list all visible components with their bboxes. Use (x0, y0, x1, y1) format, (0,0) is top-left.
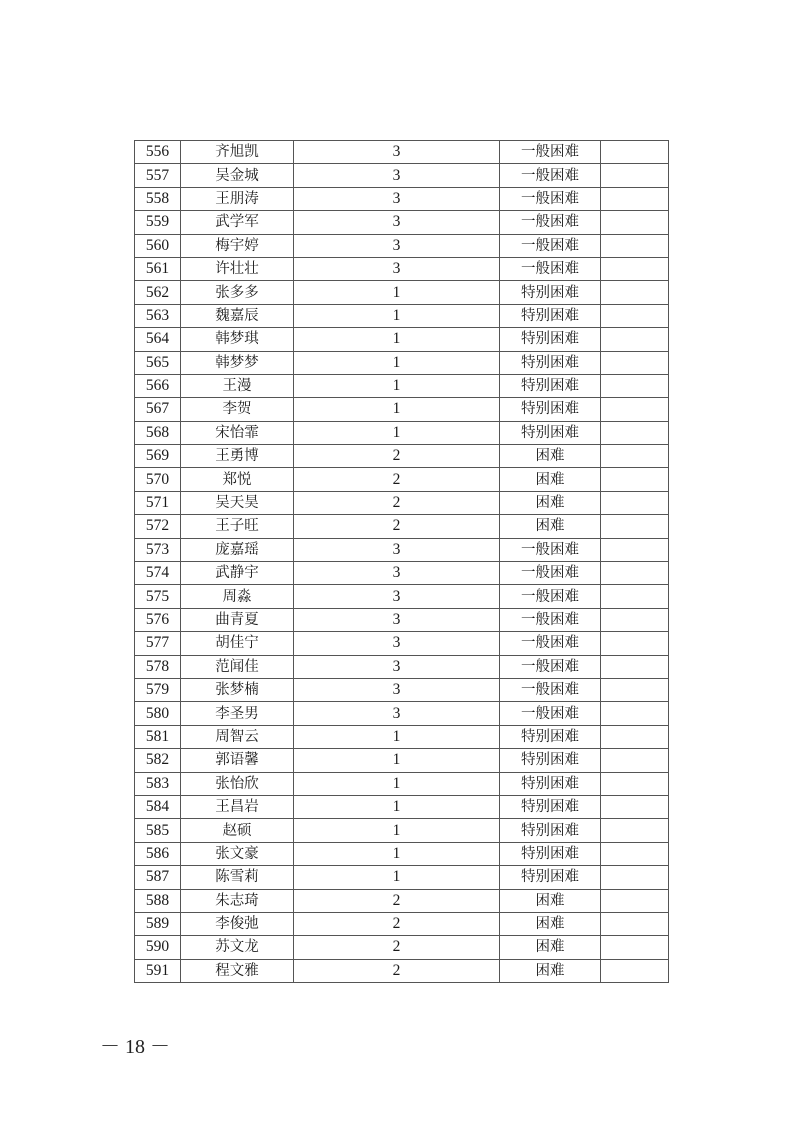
student-name-cell: 周智云 (181, 725, 294, 748)
difficulty-level-cell: 3 (294, 608, 500, 631)
remarks-cell (601, 328, 669, 351)
difficulty-level-cell: 2 (294, 959, 500, 982)
row-number-cell: 578 (135, 655, 181, 678)
row-number-cell: 589 (135, 912, 181, 935)
table-row (135, 141, 669, 164)
remarks-cell (601, 374, 669, 397)
student-name-cell: 苏文龙 (181, 936, 294, 959)
difficulty-category-cell: 一般困难 (500, 257, 601, 280)
difficulty-level-cell: 3 (294, 164, 500, 187)
row-number-cell: 559 (135, 211, 181, 234)
remarks-cell (601, 468, 669, 491)
remarks-cell (601, 795, 669, 818)
row-number-cell: 571 (135, 491, 181, 514)
student-name-cell: 许壮壮 (181, 257, 294, 280)
difficulty-level-cell: 2 (294, 515, 500, 538)
remarks-cell (601, 281, 669, 304)
student-name-cell: 庞嘉瑶 (181, 538, 294, 561)
table-row (135, 421, 669, 444)
difficulty-level-cell: 1 (294, 374, 500, 397)
difficulty-category-cell: 一般困难 (500, 585, 601, 608)
student-name-cell: 胡佳宁 (181, 632, 294, 655)
remarks-cell (601, 678, 669, 701)
difficulty-level-cell: 3 (294, 234, 500, 257)
difficulty-level-cell: 1 (294, 421, 500, 444)
student-name-cell: 王勇博 (181, 445, 294, 468)
remarks-cell (601, 515, 669, 538)
remarks-cell (601, 608, 669, 631)
table-row (135, 936, 669, 959)
table-row (135, 328, 669, 351)
student-name-cell: 吴金城 (181, 164, 294, 187)
student-name-cell: 李俊弛 (181, 912, 294, 935)
student-roster-table (134, 140, 669, 983)
student-name-cell: 魏嘉辰 (181, 304, 294, 327)
row-number-cell: 567 (135, 398, 181, 421)
table-row (135, 211, 669, 234)
table-row (135, 398, 669, 421)
remarks-cell (601, 234, 669, 257)
student-name-cell: 曲青夏 (181, 608, 294, 631)
table-row (135, 585, 669, 608)
remarks-cell (601, 749, 669, 772)
row-number-cell: 583 (135, 772, 181, 795)
student-name-cell: 范闻佳 (181, 655, 294, 678)
row-number-cell: 565 (135, 351, 181, 374)
row-number-cell: 579 (135, 678, 181, 701)
difficulty-category-cell: 一般困难 (500, 141, 601, 164)
page-number: － 18 － (100, 1036, 170, 1058)
difficulty-category-cell: 一般困难 (500, 655, 601, 678)
difficulty-category-cell: 特别困难 (500, 374, 601, 397)
difficulty-category-cell: 特别困难 (500, 772, 601, 795)
difficulty-level-cell: 3 (294, 538, 500, 561)
remarks-cell (601, 211, 669, 234)
remarks-cell (601, 257, 669, 280)
difficulty-level-cell: 1 (294, 725, 500, 748)
difficulty-level-cell: 3 (294, 655, 500, 678)
table-row (135, 257, 669, 280)
difficulty-category-cell: 困难 (500, 491, 601, 514)
remarks-cell (601, 912, 669, 935)
row-number-cell: 580 (135, 702, 181, 725)
difficulty-level-cell: 3 (294, 187, 500, 210)
student-name-cell: 周淼 (181, 585, 294, 608)
table-row (135, 912, 669, 935)
student-name-cell: 郭语馨 (181, 749, 294, 772)
difficulty-category-cell: 一般困难 (500, 608, 601, 631)
row-number-cell: 560 (135, 234, 181, 257)
difficulty-level-cell: 2 (294, 491, 500, 514)
row-number-cell: 585 (135, 819, 181, 842)
row-number-cell: 572 (135, 515, 181, 538)
row-number-cell: 577 (135, 632, 181, 655)
student-name-cell: 王漫 (181, 374, 294, 397)
remarks-cell (601, 164, 669, 187)
difficulty-category-cell: 困难 (500, 445, 601, 468)
roster-body (135, 141, 669, 983)
row-number-cell: 562 (135, 281, 181, 304)
difficulty-level-cell: 1 (294, 304, 500, 327)
remarks-cell (601, 725, 669, 748)
difficulty-category-cell: 特别困难 (500, 421, 601, 444)
table-row (135, 491, 669, 514)
remarks-cell (601, 842, 669, 865)
remarks-cell (601, 351, 669, 374)
table-row (135, 655, 669, 678)
table-row (135, 187, 669, 210)
difficulty-level-cell: 2 (294, 445, 500, 468)
table-row (135, 749, 669, 772)
remarks-cell (601, 866, 669, 889)
table-row (135, 374, 669, 397)
remarks-cell (601, 585, 669, 608)
row-number-cell: 590 (135, 936, 181, 959)
table-row (135, 772, 669, 795)
row-number-cell: 563 (135, 304, 181, 327)
difficulty-level-cell: 1 (294, 772, 500, 795)
difficulty-category-cell: 困难 (500, 936, 601, 959)
difficulty-category-cell: 特别困难 (500, 842, 601, 865)
student-name-cell: 吴天昊 (181, 491, 294, 514)
difficulty-category-cell: 一般困难 (500, 562, 601, 585)
row-number-cell: 561 (135, 257, 181, 280)
student-name-cell: 张怡欣 (181, 772, 294, 795)
difficulty-level-cell: 3 (294, 141, 500, 164)
difficulty-category-cell: 特别困难 (500, 351, 601, 374)
remarks-cell (601, 538, 669, 561)
table-row (135, 468, 669, 491)
remarks-cell (601, 187, 669, 210)
row-number-cell: 574 (135, 562, 181, 585)
difficulty-level-cell: 1 (294, 819, 500, 842)
table-row (135, 866, 669, 889)
difficulty-category-cell: 一般困难 (500, 187, 601, 210)
remarks-cell (601, 304, 669, 327)
difficulty-level-cell: 1 (294, 351, 500, 374)
student-name-cell: 韩梦琪 (181, 328, 294, 351)
difficulty-category-cell: 困难 (500, 889, 601, 912)
difficulty-level-cell: 3 (294, 585, 500, 608)
table-row (135, 632, 669, 655)
difficulty-level-cell: 3 (294, 257, 500, 280)
remarks-cell (601, 562, 669, 585)
difficulty-level-cell: 2 (294, 936, 500, 959)
student-name-cell: 王朋涛 (181, 187, 294, 210)
student-name-cell: 程文雅 (181, 959, 294, 982)
row-number-cell: 573 (135, 538, 181, 561)
difficulty-category-cell: 特别困难 (500, 819, 601, 842)
table-row (135, 304, 669, 327)
remarks-cell (601, 936, 669, 959)
table-row (135, 819, 669, 842)
difficulty-level-cell: 1 (294, 749, 500, 772)
table-row (135, 538, 669, 561)
difficulty-category-cell: 特别困难 (500, 304, 601, 327)
student-name-cell: 齐旭凯 (181, 141, 294, 164)
row-number-cell: 566 (135, 374, 181, 397)
table-row (135, 725, 669, 748)
student-name-cell: 陈雪莉 (181, 866, 294, 889)
difficulty-level-cell: 1 (294, 328, 500, 351)
difficulty-category-cell: 困难 (500, 515, 601, 538)
difficulty-category-cell: 困难 (500, 912, 601, 935)
student-name-cell: 武静宇 (181, 562, 294, 585)
difficulty-level-cell: 1 (294, 281, 500, 304)
row-number-cell: 568 (135, 421, 181, 444)
difficulty-category-cell: 特别困难 (500, 749, 601, 772)
row-number-cell: 586 (135, 842, 181, 865)
table-row (135, 351, 669, 374)
difficulty-category-cell: 特别困难 (500, 866, 601, 889)
table-row (135, 562, 669, 585)
row-number-cell: 587 (135, 866, 181, 889)
row-number-cell: 570 (135, 468, 181, 491)
remarks-cell (601, 655, 669, 678)
table-row (135, 515, 669, 538)
difficulty-category-cell: 特别困难 (500, 328, 601, 351)
difficulty-category-cell: 一般困难 (500, 234, 601, 257)
row-number-cell: 557 (135, 164, 181, 187)
difficulty-category-cell: 特别困难 (500, 795, 601, 818)
student-name-cell: 武学军 (181, 211, 294, 234)
difficulty-category-cell: 困难 (500, 468, 601, 491)
student-name-cell: 李贺 (181, 398, 294, 421)
table-row (135, 959, 669, 982)
remarks-cell (601, 141, 669, 164)
difficulty-category-cell: 一般困难 (500, 211, 601, 234)
remarks-cell (601, 959, 669, 982)
student-name-cell: 郑悦 (181, 468, 294, 491)
remarks-cell (601, 819, 669, 842)
remarks-cell (601, 445, 669, 468)
remarks-cell (601, 491, 669, 514)
table-row (135, 678, 669, 701)
row-number-cell: 582 (135, 749, 181, 772)
row-number-cell: 556 (135, 141, 181, 164)
student-name-cell: 赵硕 (181, 819, 294, 842)
difficulty-level-cell: 3 (294, 562, 500, 585)
difficulty-category-cell: 一般困难 (500, 164, 601, 187)
difficulty-level-cell: 2 (294, 912, 500, 935)
table-row (135, 608, 669, 631)
remarks-cell (601, 889, 669, 912)
table-row (135, 281, 669, 304)
difficulty-category-cell: 特别困难 (500, 398, 601, 421)
student-name-cell: 张梦楠 (181, 678, 294, 701)
table-row (135, 889, 669, 912)
difficulty-level-cell: 3 (294, 678, 500, 701)
difficulty-level-cell: 1 (294, 398, 500, 421)
student-name-cell: 张多多 (181, 281, 294, 304)
difficulty-category-cell: 特别困难 (500, 281, 601, 304)
difficulty-level-cell: 2 (294, 468, 500, 491)
table-row (135, 842, 669, 865)
row-number-cell: 558 (135, 187, 181, 210)
row-number-cell: 564 (135, 328, 181, 351)
difficulty-category-cell: 特别困难 (500, 725, 601, 748)
row-number-cell: 576 (135, 608, 181, 631)
row-number-cell: 584 (135, 795, 181, 818)
student-name-cell: 宋怡霏 (181, 421, 294, 444)
table-row (135, 164, 669, 187)
difficulty-level-cell: 1 (294, 866, 500, 889)
student-name-cell: 朱志琦 (181, 889, 294, 912)
remarks-cell (601, 632, 669, 655)
remarks-cell (601, 772, 669, 795)
table-row (135, 234, 669, 257)
student-name-cell: 王昌岩 (181, 795, 294, 818)
difficulty-level-cell: 1 (294, 842, 500, 865)
student-name-cell: 梅宇婷 (181, 234, 294, 257)
remarks-cell (601, 702, 669, 725)
remarks-cell (601, 398, 669, 421)
row-number-cell: 581 (135, 725, 181, 748)
row-number-cell: 569 (135, 445, 181, 468)
difficulty-level-cell: 2 (294, 889, 500, 912)
difficulty-level-cell: 3 (294, 632, 500, 655)
row-number-cell: 588 (135, 889, 181, 912)
student-name-cell: 韩梦梦 (181, 351, 294, 374)
difficulty-category-cell: 一般困难 (500, 632, 601, 655)
difficulty-category-cell: 一般困难 (500, 702, 601, 725)
difficulty-category-cell: 一般困难 (500, 678, 601, 701)
student-name-cell: 王子旺 (181, 515, 294, 538)
difficulty-category-cell: 一般困难 (500, 538, 601, 561)
student-name-cell: 张文豪 (181, 842, 294, 865)
table-row (135, 445, 669, 468)
table-row (135, 795, 669, 818)
remarks-cell (601, 421, 669, 444)
student-name-cell: 李圣男 (181, 702, 294, 725)
row-number-cell: 575 (135, 585, 181, 608)
difficulty-level-cell: 3 (294, 211, 500, 234)
row-number-cell: 591 (135, 959, 181, 982)
difficulty-level-cell: 3 (294, 702, 500, 725)
difficulty-category-cell: 困难 (500, 959, 601, 982)
difficulty-level-cell: 1 (294, 795, 500, 818)
table-row (135, 702, 669, 725)
